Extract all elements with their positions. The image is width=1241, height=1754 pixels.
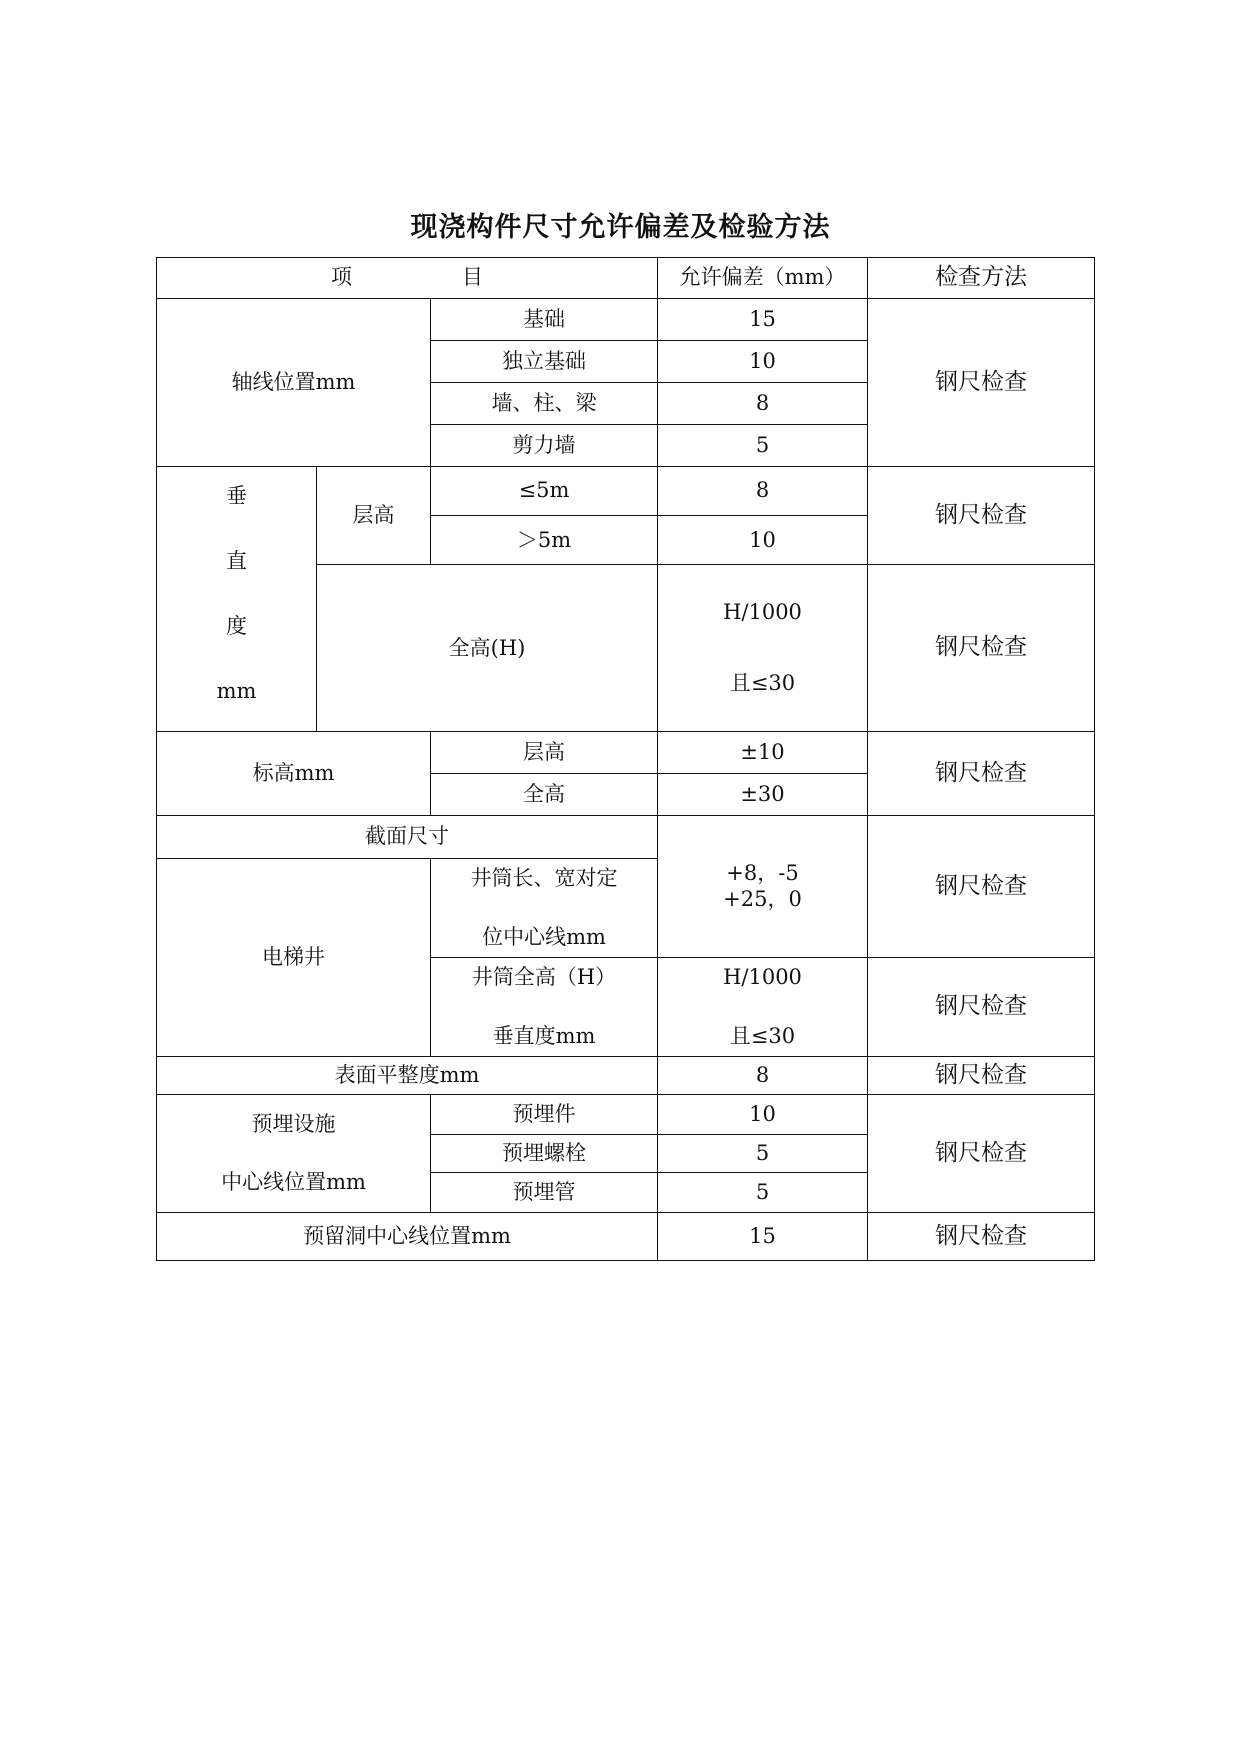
section-value	[658, 816, 868, 958]
table-row	[157, 816, 1095, 859]
axis-row-value: 10	[658, 341, 868, 383]
elevator-height	[431, 958, 658, 1057]
elevation-row-value: ±10	[658, 732, 868, 774]
elevator-offset	[431, 859, 658, 958]
embedded-row-value: 5	[658, 1173, 868, 1213]
table-row	[157, 467, 1095, 516]
elevation-row-name: 层高	[431, 732, 658, 774]
header-method: 检查方法	[868, 258, 1095, 299]
elevator-label: 电梯井	[157, 859, 431, 1057]
flatness-label: 表面平整度mm	[157, 1057, 658, 1095]
reserved-hole-method: 钢尺检查	[868, 1213, 1095, 1261]
story-row-value: 8	[658, 467, 868, 516]
header-deviation: 允许偏差（mm）	[658, 258, 868, 299]
axis-row-name: 墙、柱、梁	[431, 383, 658, 425]
axis-row-name: 独立基础	[431, 341, 658, 383]
verticality-char: 度	[226, 614, 247, 638]
full-height-value-2: 且≤30	[729, 670, 796, 695]
full-height-label: 全高(H)	[317, 565, 658, 732]
story-row-value: 10	[658, 516, 868, 565]
embedded-row-value: 10	[658, 1095, 868, 1135]
story-label: 层高	[317, 467, 431, 565]
header-item-a: 项	[331, 265, 352, 290]
table-row	[157, 1057, 1095, 1095]
deviation-table	[156, 257, 1095, 1261]
reserved-hole-value: 15	[658, 1213, 868, 1261]
elevator-height-2: 垂直度mm	[492, 1023, 596, 1048]
story-row-name: ＞5m	[431, 516, 658, 565]
flatness-method: 钢尺检查	[868, 1057, 1095, 1095]
section-method: 钢尺检查	[868, 816, 1095, 958]
embedded-method: 钢尺检查	[868, 1095, 1095, 1213]
axis-row-name: 剪力墙	[431, 425, 658, 467]
axis-label: 轴线位置mm	[157, 299, 431, 467]
header-item-b: 目	[462, 265, 483, 290]
axis-row-value: 5	[658, 425, 868, 467]
embedded-row-name: 预埋管	[431, 1173, 658, 1213]
verticality-label	[157, 467, 317, 732]
embedded-label	[157, 1095, 431, 1213]
axis-row-name: 基础	[431, 299, 658, 341]
table-row	[157, 1095, 1095, 1135]
elevation-row-value: ±30	[658, 774, 868, 816]
section-value-1: +8，-5	[726, 861, 799, 886]
verticality-char: 垂	[226, 484, 247, 508]
elevation-method: 钢尺检查	[868, 732, 1095, 816]
full-height-method: 钢尺检查	[868, 565, 1095, 732]
embedded-row-name: 预埋件	[431, 1095, 658, 1135]
header-row	[157, 258, 1095, 299]
embedded-label-1: 预埋设施	[251, 1111, 336, 1136]
table-row	[157, 1213, 1095, 1261]
full-height-value-1: H/1000	[723, 600, 802, 625]
elevation-row-name: 全高	[431, 774, 658, 816]
section-label: 截面尺寸	[157, 816, 658, 859]
elevator-height-value-1: H/1000	[723, 965, 802, 989]
elevation-label: 标高mm	[157, 732, 431, 816]
embedded-row-name: 预埋螺栓	[431, 1135, 658, 1173]
story-method: 钢尺检查	[868, 467, 1095, 565]
embedded-label-2: 中心线位置mm	[221, 1170, 366, 1195]
full-height-value	[658, 565, 868, 732]
reserved-hole-label: 预留洞中心线位置mm	[157, 1213, 658, 1261]
page-title: 现浇构件尺寸允许偏差及检验方法	[410, 212, 831, 243]
table-row	[157, 299, 1095, 341]
elevator-height-value-2: 且≤30	[729, 1023, 796, 1048]
elevator-height-method: 钢尺检查	[868, 958, 1095, 1057]
axis-row-value: 8	[658, 383, 868, 425]
elevator-offset-1: 井筒长、宽对定	[470, 866, 618, 890]
verticality-char: 直	[226, 549, 247, 573]
flatness-value: 8	[658, 1057, 868, 1095]
elevator-height-1: 井筒全高（H）	[471, 965, 617, 989]
axis-method: 钢尺检查	[868, 299, 1095, 467]
axis-row-value: 15	[658, 299, 868, 341]
embedded-row-value: 5	[658, 1135, 868, 1173]
story-row-name: ≤5m	[431, 467, 658, 516]
table-row	[157, 732, 1095, 774]
elevator-height-value	[658, 958, 868, 1057]
verticality-char: mm	[216, 679, 257, 703]
section-value-2: +25，0	[723, 886, 802, 911]
header-item	[157, 258, 658, 299]
elevator-offset-2: 位中心线mm	[482, 924, 606, 949]
